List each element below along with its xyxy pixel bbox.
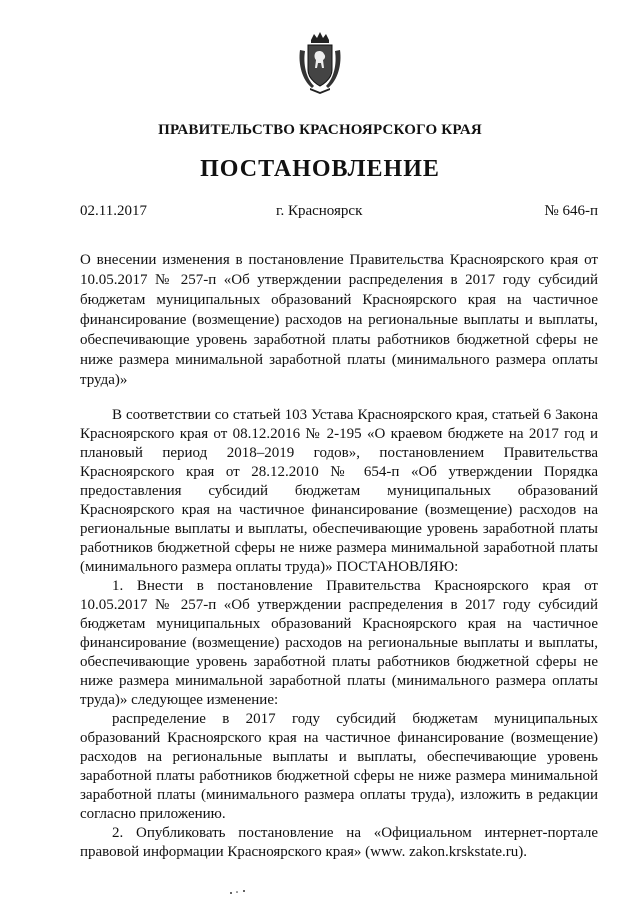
document-city: г. Красноярск bbox=[276, 203, 363, 219]
document-title: ПОСТАНОВЛЕНИЕ bbox=[200, 156, 440, 182]
document-body bbox=[80, 406, 598, 862]
document-number: № 646-п bbox=[544, 203, 598, 219]
preamble-paragraph: В соответствии со статьей 103 Устава Красноярского края, статьей 6 Закона Красноярского края от 08.12.2016 № 2-195 «О краевом бюджете на 2017 год и плановый период 2018–2019 годов», постановлением Правительства Красноярского края от 28.12.2010 № 654-п «Об утверждении Порядка предоставления субсидий бюджетам муниципальных образований Красноярского края на частичное финансирование (возмещение) расходов на региональные выплаты и выплаты, обеспечивающие уровень заработной платы работников бюджетной сферы не ниже размера минимальной заработной платы (минимального размера оплаты труда)» ПОСТАНОВЛЯЮ: bbox=[80, 407, 598, 575]
item-1-change-paragraph: распределение в 2017 году субсидий бюджетам муниципальных образований Красноярского края на частичное финансирование (возмещение) расходов на региональные выплаты и выплаты, обеспечивающие уровень заработной платы работников бюджетной сферы не ниже размера минимальной заработной платы (минимального размера оплаты труда), изложить в редакции согласно приложению. bbox=[80, 711, 598, 822]
document-date: 02.11.2017 bbox=[80, 203, 147, 219]
document-subject: О внесении изменения в постановление Правительства Красноярского края от 10.05.2017 № 257-п «Об утверждении распределения в 2017 году субсидий бюджетам муниципальных образований Красноярского края на частичное финансирование (возмещение) расходов на региональные выплаты и выплаты, обеспечивающие уровень заработной платы работников бюджетной сферы не ниже размера минимальной заработной платы (минимального размера оплаты труда)» bbox=[80, 252, 598, 388]
scan-mark bbox=[228, 889, 258, 895]
item-1-paragraph: 1. Внести в постановление Правительства Красноярского края от 10.05.2017 № 257-п «Об утверждении распределения в 2017 году субсидий бюджетам муниципальных образований Красноярского края на частичное финансирование (возмещение) расходов на региональные выплаты и выплаты, обеспечивающие уровень заработной платы работников бюджетной сферы не ниже размера минимальной заработной платы (минимального размера оплаты труда)» следующее изменение: bbox=[80, 578, 598, 708]
government-name: ПРАВИТЕЛЬСТВО КРАСНОЯРСКОГО КРАЯ bbox=[158, 122, 482, 138]
item-2-paragraph: 2. Опубликовать постановление на «Официальном интернет-портале правовой информации Красноярского края» (www. zakon.krskstate.ru). bbox=[80, 825, 598, 860]
krasnoyarsk-coat-of-arms-icon bbox=[296, 30, 344, 94]
